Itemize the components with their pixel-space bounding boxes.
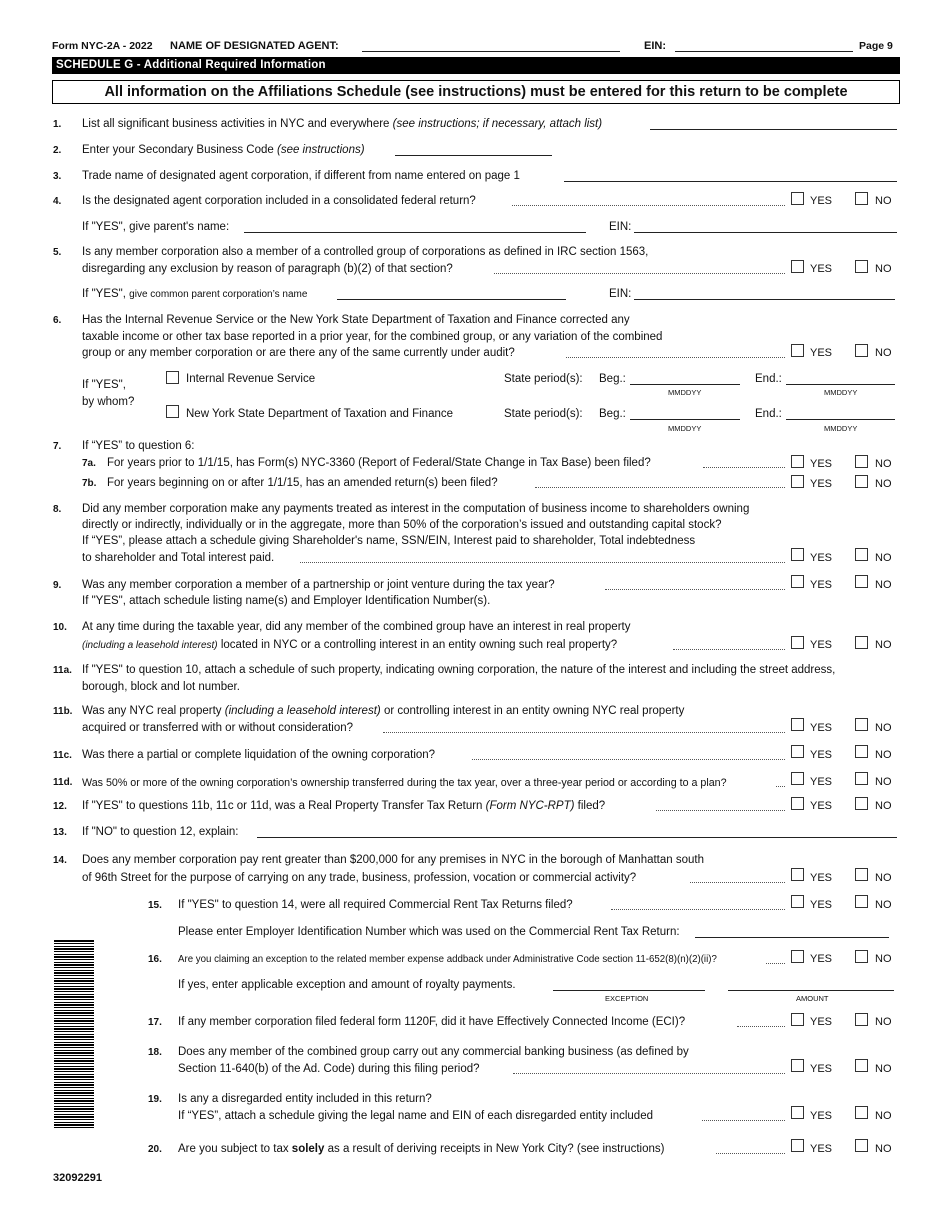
q6-nys-state-period: State period(s): [504,408,583,420]
q14-number: 14. [53,855,67,866]
q16-exception-label: EXCEPTION [605,994,649,1003]
q10-yes-checkbox[interactable] [791,636,804,649]
q12-yes-checkbox[interactable] [791,797,804,810]
q14-line1: Does any member corporation pay rent greater than $200,000 for any premises in NYC in the borough of Manhattan south [82,854,704,866]
q10-number: 10. [53,622,67,633]
q13-explain-field[interactable] [257,837,897,838]
q8-leader [300,562,785,563]
q6-line3: group or any member corporation or are there any of the same currently under audit? [82,347,515,359]
q16-no-label: NO [875,953,892,965]
q5-ein-field[interactable] [634,299,895,300]
q12-yes-label: YES [810,800,833,812]
q18-no-label: NO [875,1063,892,1075]
q11b-yes-label: YES [810,722,833,734]
q15-number: 15. [148,900,162,911]
q19-no-label: NO [875,1110,892,1122]
q7-text: If “YES” to question 6: [82,440,195,452]
schedule-title: SCHEDULE G - Additional Required Information [52,57,900,74]
q8-line4: to shareholder and Total interest paid. [82,552,275,564]
q10-line2: (including a leasehold interest) located in NYC or a controlling interest in an entity owning such real property? [82,639,618,651]
q9-line2: If "YES", attach schedule listing name(s) and Employer Identification Number(s). [82,595,491,607]
q4-text: Is the designated agent corporation included in a consolidated federal return? [82,195,476,207]
q11b-number: 11b. [53,706,73,717]
q3-number: 3. [53,171,62,182]
q15-ein-text: Please enter Employer Identification Number which was used on the Commercial Rent Tax Return: [178,926,680,938]
q17-yes-label: YES [810,1016,833,1028]
q6-irs-beg-label: Beg.: [599,373,626,385]
q20-leader [716,1153,785,1154]
q6-no-label: NO [875,347,892,359]
q6-nys-end-format: MMDDYY [824,424,858,433]
q11b-line2: acquired or transferred with or without consideration? [82,722,354,734]
q17-text: If any member corporation filed federal form 1120F, did it have Effectively Connected Income (ECI)? [178,1016,686,1028]
q11d-leader [776,786,785,787]
q12-no-checkbox[interactable] [855,797,868,810]
q15-no-label: NO [875,899,892,911]
q10-line1: At any time during the taxable year, did any member of the combined group have an interest in real property [82,621,631,633]
q5-parent-label: If "YES", give common parent corporation’s name [82,288,308,300]
q8-line1: Did any member corporation make any payments treated as interest in the computation of business income to shareholders owning [82,503,750,515]
q6-yes-checkbox[interactable] [791,344,804,357]
q16-text: Are you claiming an exception to the related member expense addback under Administrative Code section 11-652(8)(n)(2)(ii)? [178,954,717,965]
q14-no-label: NO [875,872,892,884]
q6-nys-end-field[interactable] [786,419,895,420]
q6-line1: Has the Internal Revenue Service or the New York State Department of Taxation and Finance corrected any [82,314,630,326]
q5-leader [494,273,785,274]
q18-line2: Section 11-640(b) of the Ad. Code) during this filing period? [178,1063,480,1075]
q7a-no-label: NO [875,458,892,470]
agent-ein-field[interactable] [675,51,853,52]
q6-irs-label: Internal Revenue Service [186,373,316,385]
q18-yes-label: YES [810,1063,833,1075]
q11c-no-label: NO [875,749,892,761]
q15-yes-label: YES [810,899,833,911]
banner-notice: All information on the Affiliations Schedule (see instructions) must be entered for this return to be complete [52,80,900,104]
q11d-text: Was 50% or more of the owning corporation’s ownership transferred during the tax year, over a three-year period or according to a plan? [82,777,727,789]
q3-text: Trade name of designated agent corporation, if different from name entered on page 1 [82,170,520,182]
q6-nys-end-label: End.: [755,408,782,420]
q11a-line2: borough, block and lot number. [82,681,240,693]
q7a-leader [703,467,785,468]
q6-irs-beg-field[interactable] [630,384,740,385]
q9-no-checkbox[interactable] [855,575,868,588]
q8-line3: If “YES”, please attach a schedule giving Shareholder's name, SSN/EIN, Interest paid to shareholder, Total indebtedness [82,535,696,547]
footer-form-code: 32092291 [53,1172,102,1184]
q19-line2: If “YES”, attach a schedule giving the legal name and EIN of each disregarded entity included [178,1110,653,1122]
q6-by-whom-2: by whom? [82,396,135,408]
q8-yes-label: YES [810,552,833,564]
q6-irs-end-field[interactable] [786,384,895,385]
q4-no-checkbox[interactable] [855,192,868,205]
q11d-number: 11d. [53,777,73,788]
q16-amount-label: AMOUNT [796,994,829,1003]
q20-yes-checkbox[interactable] [791,1139,804,1152]
q11c-no-checkbox[interactable] [855,745,868,758]
q16-exception-field[interactable] [553,990,705,991]
q20-no-label: NO [875,1143,892,1155]
q6-nys-checkbox[interactable] [166,405,179,418]
q19-yes-label: YES [810,1110,833,1122]
q4-yes-label: YES [810,195,833,207]
q16-leader [766,963,785,964]
q7b-no-label: NO [875,478,892,490]
q5-parent-name-field[interactable] [337,299,566,300]
q19-line1: Is any a disregarded entity included in this return? [178,1093,432,1105]
q6-leader [566,357,785,358]
q11d-no-checkbox[interactable] [855,772,868,785]
q7b-no-checkbox[interactable] [855,475,868,488]
q8-no-label: NO [875,552,892,564]
q11c-number: 11c. [53,750,72,761]
form-id: Form NYC-2A - 2022 [52,40,153,52]
q11c-yes-label: YES [810,749,833,761]
q5-number: 5. [53,247,62,258]
q11b-no-label: NO [875,722,892,734]
q20-no-checkbox[interactable] [855,1139,868,1152]
q16-sub-text: If yes, enter applicable exception and amount of royalty payments. [178,979,516,991]
q6-nys-label: New York State Department of Taxation and Finance [186,408,454,420]
q8-yes-checkbox[interactable] [791,548,804,561]
q6-irs-end-format: MMDDYY [824,388,858,397]
q12-no-label: NO [875,800,892,812]
q5-yes-checkbox[interactable] [791,260,804,273]
q2-number: 2. [53,145,62,156]
q10-no-checkbox[interactable] [855,636,868,649]
q5-yes-label: YES [810,263,833,275]
q4-leader [512,205,785,206]
q9-number: 9. [53,580,62,591]
q9-yes-checkbox[interactable] [791,575,804,588]
q17-no-label: NO [875,1016,892,1028]
q6-irs-beg-format: MMDDYY [668,388,702,397]
q13-text: If "NO" to question 12, explain: [82,826,239,838]
q4-parent-name-field[interactable] [244,232,586,233]
q8-no-checkbox[interactable] [855,548,868,561]
q7b-leader [535,487,785,488]
q11a-line1: If "YES" to question 10, attach a schedule of such property, indicating owning corporation, the nature of the interest and including the street address, [82,664,836,676]
q7a-yes-label: YES [810,458,833,470]
q17-no-checkbox[interactable] [855,1013,868,1026]
q5-ein-label: EIN: [609,288,632,300]
q10-leader [673,649,785,650]
q16-yes-label: YES [810,953,833,965]
q11d-yes-checkbox[interactable] [791,772,804,785]
q7b-yes-label: YES [810,478,833,490]
q11d-no-label: NO [875,776,892,788]
q4-yes-checkbox[interactable] [791,192,804,205]
q17-leader [737,1026,785,1027]
q15-no-checkbox[interactable] [855,895,868,908]
q4-parent-label: If "YES", give parent's name: [82,221,230,233]
q19-number: 19. [148,1094,162,1105]
q14-yes-label: YES [810,872,833,884]
barcode-graphic [54,940,94,1130]
q18-line1: Does any member of the combined group carry out any commercial banking business (as defined by [178,1046,689,1058]
q7a-text: For years prior to 1/1/15, has Form(s) NYC-3360 (Report of Federal/State Change in Tax Base) been filed? [107,457,651,469]
q19-yes-checkbox[interactable] [791,1106,804,1119]
q5-no-checkbox[interactable] [855,260,868,273]
q10-no-label: NO [875,639,892,651]
q6-yes-label: YES [810,347,833,359]
q11d-yes-label: YES [810,776,833,788]
q15-ein-field[interactable] [695,937,889,938]
q5-line2: disregarding any exclusion by reason of paragraph (b)(2) of that section? [82,263,453,275]
q14-leader [690,882,785,883]
q19-no-checkbox[interactable] [855,1106,868,1119]
q8-number: 8. [53,504,62,515]
q15-yes-checkbox[interactable] [791,895,804,908]
q9-leader [605,589,785,590]
agent-name-field[interactable] [362,51,620,52]
q11c-yes-checkbox[interactable] [791,745,804,758]
q11c-text: Was there a partial or complete liquidation of the owning corporation? [82,749,436,761]
ein-label: EIN: [644,40,666,52]
q6-number: 6. [53,315,62,326]
q7b-text: For years beginning on or after 1/1/15, has an amended return(s) been filed? [107,477,498,489]
q2-answer-field[interactable] [395,155,552,156]
q18-number: 18. [148,1047,162,1058]
q18-no-checkbox[interactable] [855,1059,868,1072]
q4-ein-label: EIN: [609,221,632,233]
q7a-no-checkbox[interactable] [855,455,868,468]
q12-number: 12. [53,801,67,812]
q4-number: 4. [53,196,62,207]
q13-number: 13. [53,827,67,838]
q15-text: If "YES" to question 14, were all required Commercial Rent Tax Returns filed? [178,899,573,911]
q11c-leader [472,759,785,760]
q9-line1: Was any member corporation a member of a partnership or joint venture during the tax year? [82,579,555,591]
q6-line2: taxable income or other tax base reported in a prior year, for the combined group, or any variation of the combined [82,331,663,343]
q7a-yes-checkbox[interactable] [791,455,804,468]
q4-no-label: NO [875,195,892,207]
q11b-no-checkbox[interactable] [855,718,868,731]
agent-label: NAME OF DESIGNATED AGENT: [170,40,339,52]
q5-no-label: NO [875,263,892,275]
q1-answer-field[interactable] [650,129,897,130]
q7b-number: 7b. [82,478,97,489]
q9-no-label: NO [875,579,892,591]
q5-line1: Is any member corporation also a member of a controlled group of corporations as defined in IRC section 1563, [82,246,649,258]
q10-yes-label: YES [810,639,833,651]
q9-yes-label: YES [810,579,833,591]
page-number: Page 9 [859,40,893,52]
q6-nys-beg-label: Beg.: [599,408,626,420]
q6-by-whom-1: If "YES", [82,379,126,391]
q6-irs-end-label: End.: [755,373,782,385]
q12-leader [656,810,785,811]
q14-no-checkbox[interactable] [855,868,868,881]
q17-number: 17. [148,1017,162,1028]
q18-yes-checkbox[interactable] [791,1059,804,1072]
q20-text: Are you subject to tax solely as a result of deriving receipts in New York City? (see instructions) [178,1143,665,1155]
q19-leader [702,1120,785,1121]
q2-text: Enter your Secondary Business Code (see instructions) [82,144,365,156]
q7a-number: 7a. [82,458,96,469]
q7-number: 7. [53,441,62,452]
q6-nys-beg-field[interactable] [630,419,740,420]
q20-yes-label: YES [810,1143,833,1155]
q1-number: 1. [53,119,62,130]
q12-text: If "YES" to questions 11b, 11c or 11d, was a Real Property Transfer Tax Return (Form NYC-RPT) filed? [82,800,606,812]
q6-no-checkbox[interactable] [855,344,868,357]
q7b-yes-checkbox[interactable] [791,475,804,488]
q17-yes-checkbox[interactable] [791,1013,804,1026]
q11b-yes-checkbox[interactable] [791,718,804,731]
q16-number: 16. [148,954,162,965]
q18-leader [513,1073,785,1074]
q6-irs-state-period: State period(s): [504,373,583,385]
q1-text: List all significant business activities in NYC and everywhere (see instructions; if necessary, attach list) [82,118,603,130]
q4-ein-field[interactable] [634,232,897,233]
q20-number: 20. [148,1144,162,1155]
q14-line2: of 96th Street for the purpose of carrying on any trade, business, profession, vocation or commercial activity? [82,872,637,884]
q11b-line1: Was any NYC real property (including a leasehold interest) or controlling interest in an entity owning NYC real property [82,705,685,717]
q3-answer-field[interactable] [564,181,897,182]
q16-yes-checkbox[interactable] [791,950,804,963]
q8-line2: directly or indirectly, individually or in the aggregate, more than 50% of the corporation’s issued and outstanding capital stock? [82,519,722,531]
q14-yes-checkbox[interactable] [791,868,804,881]
q11a-number: 11a. [53,665,72,676]
q16-amount-field[interactable] [728,990,894,991]
q15-leader [611,909,785,910]
q6-irs-checkbox[interactable] [166,371,179,384]
q6-nys-beg-format: MMDDYY [668,424,702,433]
q16-no-checkbox[interactable] [855,950,868,963]
q11b-leader [383,732,785,733]
